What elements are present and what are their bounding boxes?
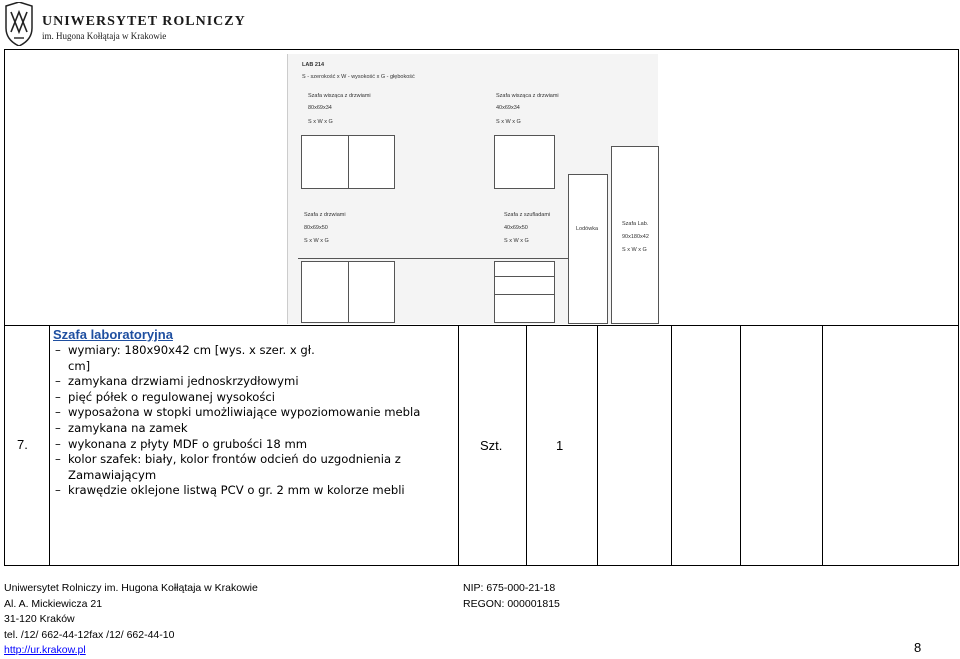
sxwxg-drawer-cabinet: S x W x G — [504, 238, 529, 244]
list-item: – wymiary: 180x90x42 cm [wys. x szer. x gł. — [53, 343, 453, 359]
footer-line: Uniwersytet Rolniczy im. Hugona Kołłątaja w Krakowie — [4, 582, 258, 594]
drawer-divider — [494, 294, 554, 295]
list-item: – krawędzie oklejone listwą PCV o gr. 2 mm w kolorze mebli — [53, 483, 453, 499]
table-column-divider — [49, 325, 50, 566]
item-specification-list — [53, 343, 453, 499]
list-item: – zamykana drzwiami jednoskrzydłowymi — [53, 374, 453, 390]
footer-line: tel. /12/ 662-44-12fax /12/ 662-44-10 — [4, 628, 175, 641]
university-subtitle: im. Hugona Kołłątaja w Krakowie — [42, 31, 167, 41]
item-quantity: 1 — [556, 438, 564, 453]
list-item-continuation: Zamawiającym — [68, 467, 157, 482]
list-item: – wyposażona w stopki umożliwiające wypoziomowanie mebla — [53, 405, 453, 421]
label-wall-cabinet-right: Szafa wisząca z drzwiami — [496, 93, 559, 99]
footer-ids — [463, 581, 560, 612]
floor-cabinet-door — [301, 261, 349, 323]
item-number: 7. — [17, 437, 28, 452]
list-item: – wykonana z płyty MDF o grubości 18 mm — [53, 437, 453, 453]
dimension-legend: S - szerokość x W - wysokość x G - głębokość — [302, 74, 415, 80]
footer-line: 31-120 Kraków — [4, 613, 75, 626]
floor-cabinet-door — [348, 261, 395, 323]
item-title: Szafa laboratoryjna — [53, 327, 173, 342]
nip: NIP: 675-000-21-18 — [463, 582, 556, 594]
list-item: – zamykana na zamek — [53, 421, 453, 437]
table-column-divider — [822, 325, 823, 566]
table-column-divider — [597, 325, 598, 566]
label-lab-cabinet: Szafa Lab. — [622, 221, 649, 227]
label-wall-cabinet-left: Szafa wisząca z drzwiami — [308, 93, 371, 99]
drawer-divider — [494, 276, 554, 277]
item-unit: Szt. — [480, 438, 503, 453]
footer-address — [4, 581, 258, 659]
sxwxg-floor-cabinet: S x W x G — [304, 238, 329, 244]
dims-drawer-cabinet: 40x69x50 — [504, 225, 528, 231]
table-column-divider — [671, 325, 672, 566]
label-fridge: Lodówka — [576, 226, 599, 232]
wall-cabinet-left-door — [348, 135, 395, 189]
list-item: – pięć półek o regulowanej wysokości — [53, 390, 453, 406]
university-logo-icon — [4, 2, 34, 46]
regon: REGON: 000001815 — [463, 597, 560, 610]
page-number: 8 — [914, 640, 922, 655]
dims-lab-cabinet: 90x180x42 — [622, 234, 649, 240]
table-column-divider — [526, 325, 527, 566]
table-column-divider — [740, 325, 741, 566]
wall-cabinet-left-door — [301, 135, 349, 189]
wall-cabinet-right — [494, 135, 555, 189]
lab-label: LAB 214 — [302, 62, 325, 68]
countertop-line — [298, 258, 568, 259]
dims-wall-cabinet-left: 80x69x34 — [308, 105, 332, 111]
drawer-cabinet — [494, 261, 555, 323]
list-item: – kolor szafek: biały, kolor frontów odcień do uzgodnienia z — [53, 452, 453, 468]
dims-wall-cabinet-right: 40x69x34 — [496, 105, 520, 111]
sxwxg-wall-cabinet-right: S x W x G — [496, 119, 521, 125]
university-name: UNIWERSYTET ROLNICZY — [42, 14, 246, 29]
fridge — [568, 174, 608, 324]
dims-floor-cabinet: 80x69x50 — [304, 225, 328, 231]
sxwxg-lab-cabinet: S x W x G — [622, 247, 647, 253]
footer-line: Al. A. Mickiewicza 21 — [4, 597, 103, 610]
label-drawer-cabinet: Szafa z szufladami — [504, 212, 551, 218]
table-row-divider — [4, 325, 959, 326]
table-column-divider — [458, 325, 459, 566]
furniture-layout-drawing — [287, 54, 658, 324]
sxwxg-wall-cabinet-left: S x W x G — [308, 119, 333, 125]
list-item-continuation: cm] — [68, 358, 91, 373]
label-floor-cabinet: Szafa z drzwiami — [304, 212, 346, 218]
website-link[interactable]: http://ur.krakow.pl — [4, 644, 86, 657]
